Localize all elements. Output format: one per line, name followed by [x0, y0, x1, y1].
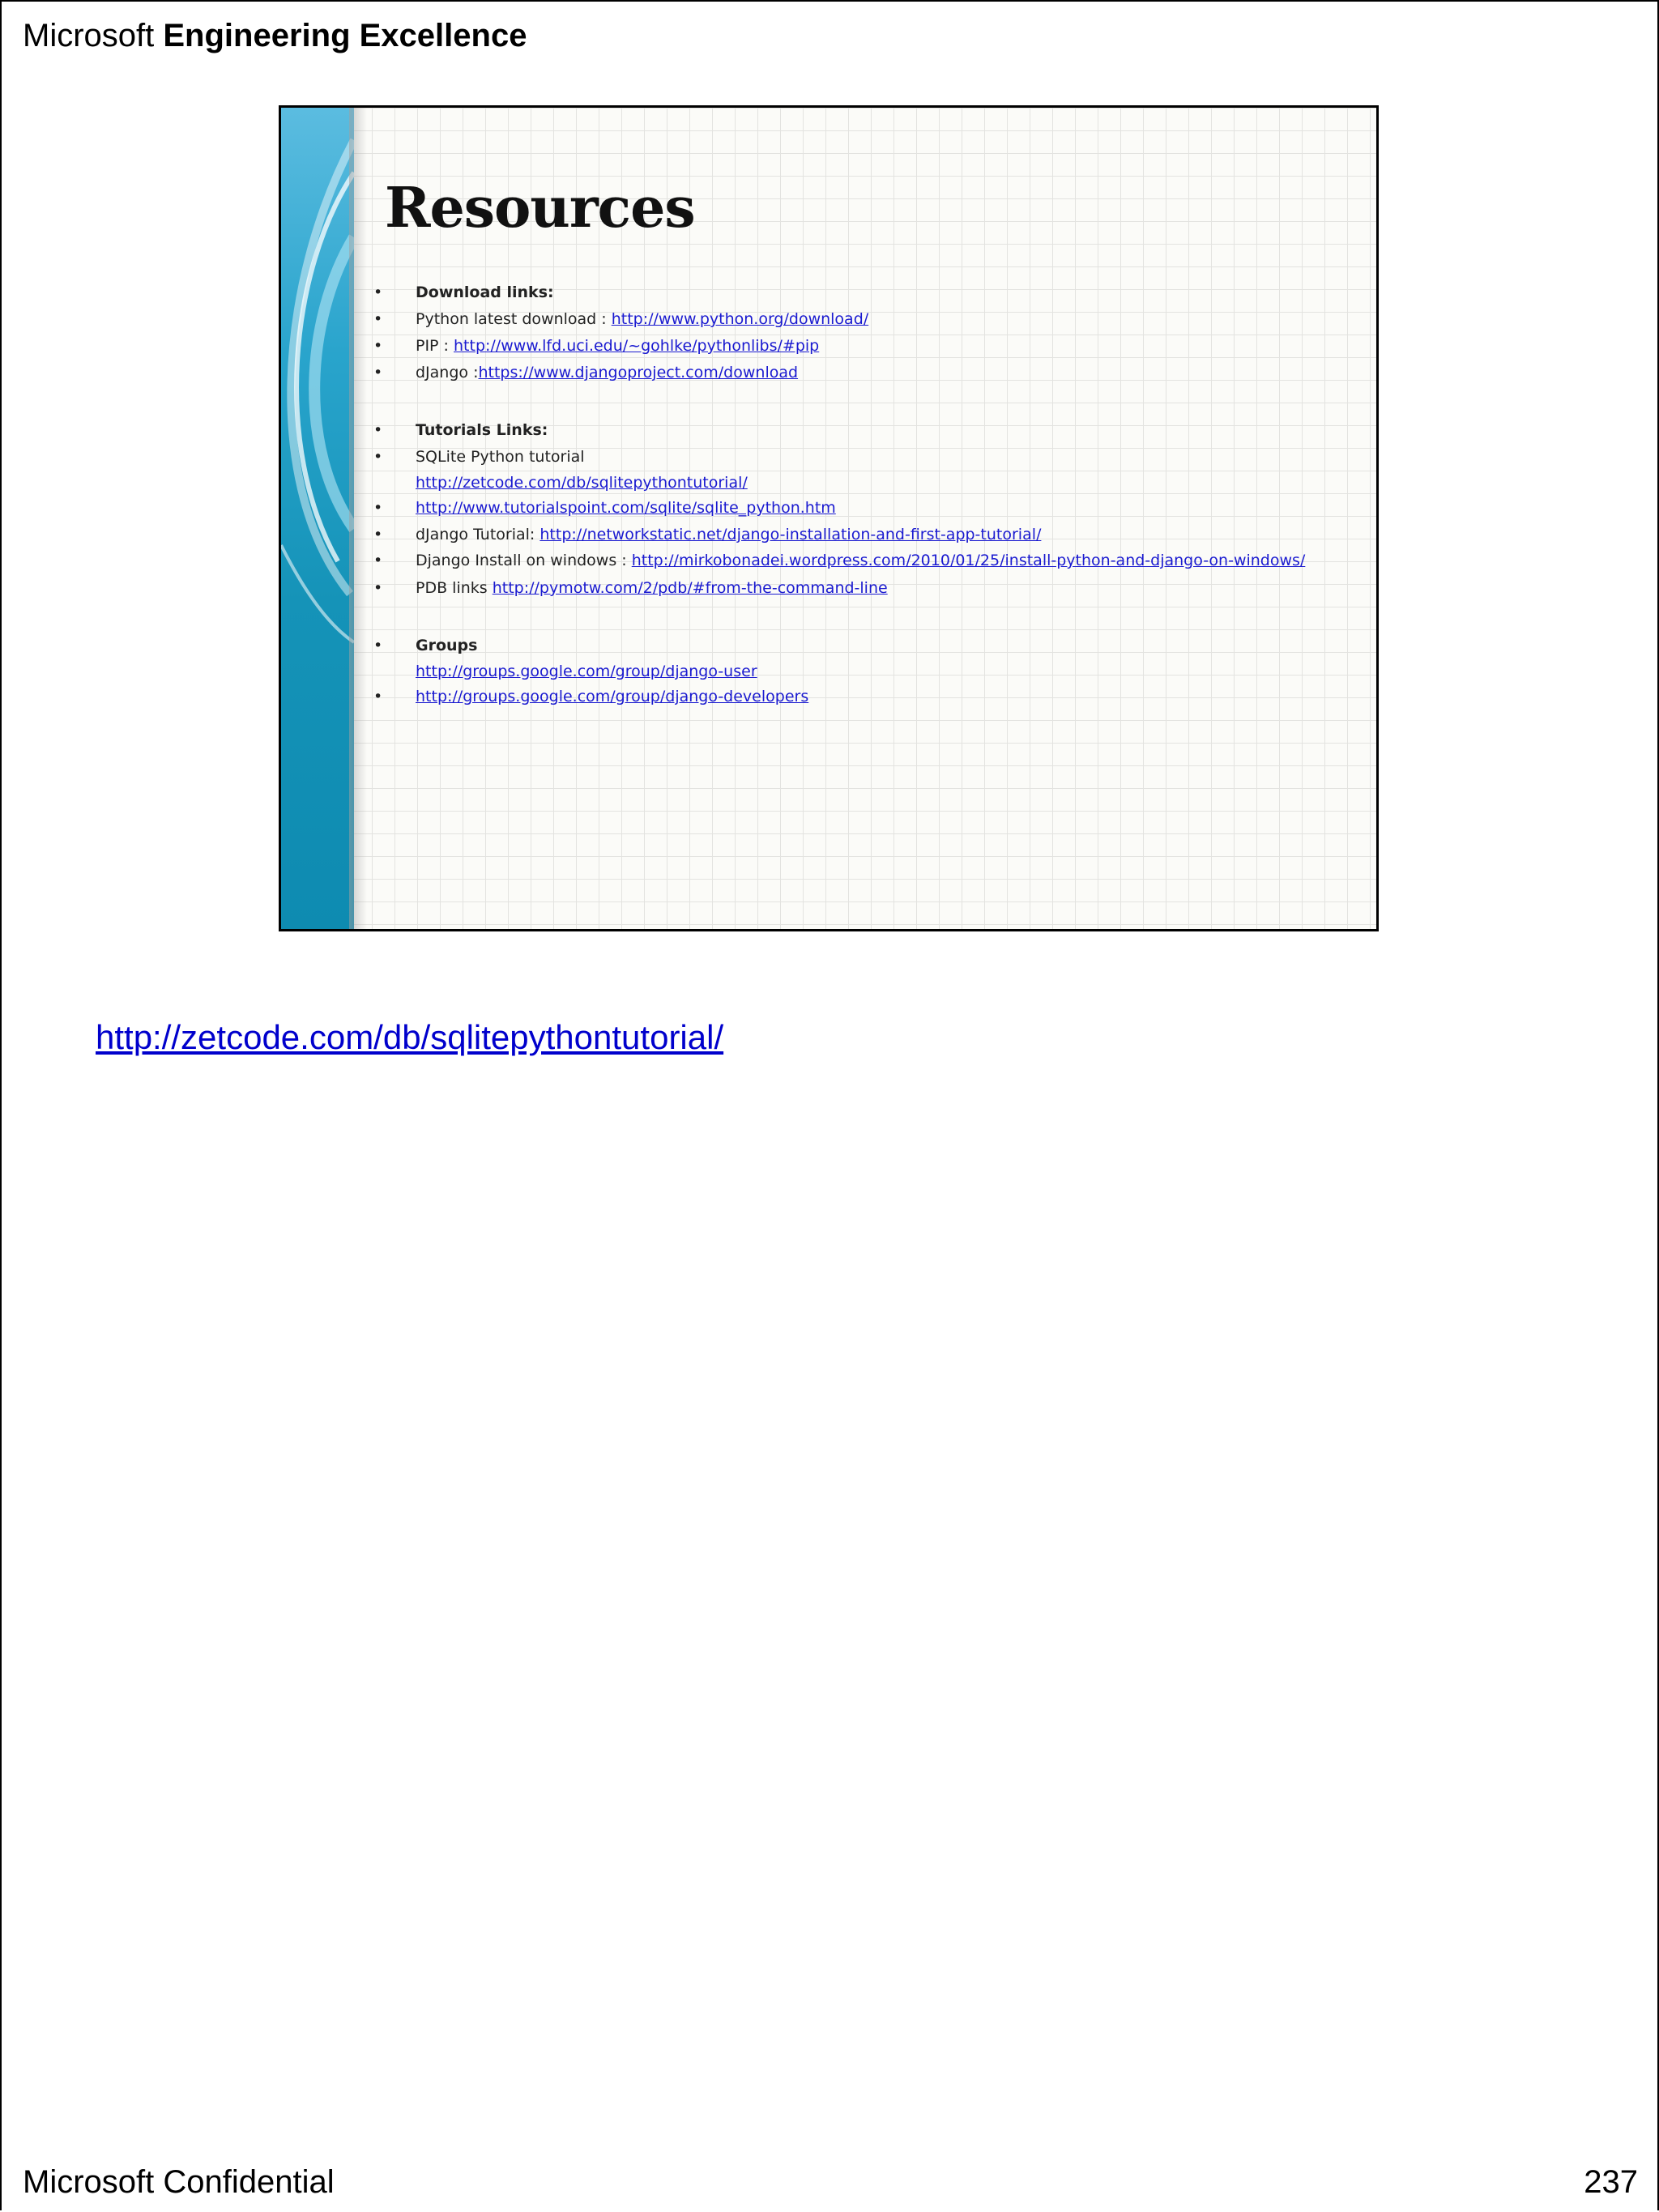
slide-resource-list [362, 279, 1358, 710]
django-developers-group-link[interactable]: http://groups.google.com/group/django-developers [416, 688, 809, 705]
bullet: • [373, 552, 383, 569]
item-label: PDB links [416, 579, 493, 597]
list-item-continuation [362, 659, 1358, 684]
list-item [362, 279, 1358, 306]
section-heading-groups: Groups [416, 637, 478, 654]
list-item [362, 444, 1358, 471]
slide-thumbnail [279, 105, 1379, 931]
slide-decorative-band [281, 108, 354, 929]
slide-title: Resources [385, 176, 695, 241]
list-item [362, 548, 1358, 575]
list-item [362, 633, 1358, 659]
list-item [362, 495, 1358, 522]
python-download-link[interactable]: http://www.python.org/download/ [611, 310, 869, 328]
list-item [362, 417, 1358, 444]
list-item [362, 306, 1358, 333]
bullet: • [373, 448, 383, 466]
section-heading-tutorials: Tutorials Links: [416, 421, 548, 439]
item-label: dJango Tutorial: [416, 526, 540, 543]
bullet: • [373, 283, 383, 301]
tutorialspoint-link[interactable]: http://www.tutorialspoint.com/sqlite/sqlite_python.htm [416, 499, 836, 517]
header-section: Engineering Excellence [163, 18, 527, 53]
item-label: dJango : [416, 364, 479, 381]
list-item [362, 333, 1358, 360]
bullet: • [373, 579, 383, 597]
page-number: 237 [1584, 2164, 1638, 2200]
list-item [362, 575, 1358, 602]
swoosh-graphic [281, 108, 354, 931]
list-item [362, 522, 1358, 548]
item-label: SQLite Python tutorial [416, 448, 585, 466]
bullet: • [373, 526, 383, 543]
bullet: • [373, 688, 383, 705]
bullet: • [373, 421, 383, 439]
list-item [362, 684, 1358, 710]
bullet: • [373, 337, 383, 355]
pip-link[interactable]: http://www.lfd.uci.edu/~gohlke/pythonlibs/#pip [454, 337, 820, 355]
bullet: • [373, 364, 383, 381]
pdb-link[interactable]: http://pymotw.com/2/pdb/#from-the-command-line [492, 579, 888, 597]
footer-confidential: Microsoft Confidential [23, 2164, 335, 2200]
bullet: • [373, 499, 383, 517]
list-item-continuation [362, 471, 1358, 495]
bullet: • [373, 310, 383, 328]
django-download-link[interactable]: https://www.djangoproject.com/download [478, 364, 799, 381]
section-heading-download: Download links: [416, 283, 554, 301]
item-label: Django Install on windows : [416, 552, 632, 569]
django-install-windows-link[interactable]: http://mirkobonadei.wordpress.com/2010/01/25/install-python-and-django-on-windows/ [631, 552, 1306, 569]
sqlite-tutorial-link[interactable]: http://zetcode.com/db/sqlitepythontutorial/ [416, 474, 748, 492]
bullet: • [373, 637, 383, 654]
header-title [23, 15, 527, 57]
django-tutorial-link[interactable]: http://networkstatic.net/django-installation-and-first-app-tutorial/ [539, 526, 1042, 543]
item-label: Python latest download : [416, 310, 612, 328]
list-item [362, 360, 1358, 386]
header-brand: Microsoft [23, 18, 155, 53]
django-user-group-link[interactable]: http://groups.google.com/group/django-user [416, 663, 757, 680]
item-label: PIP : [416, 337, 454, 355]
notes-link[interactable]: http://zetcode.com/db/sqlitepythontutorial/ [96, 1018, 724, 1056]
